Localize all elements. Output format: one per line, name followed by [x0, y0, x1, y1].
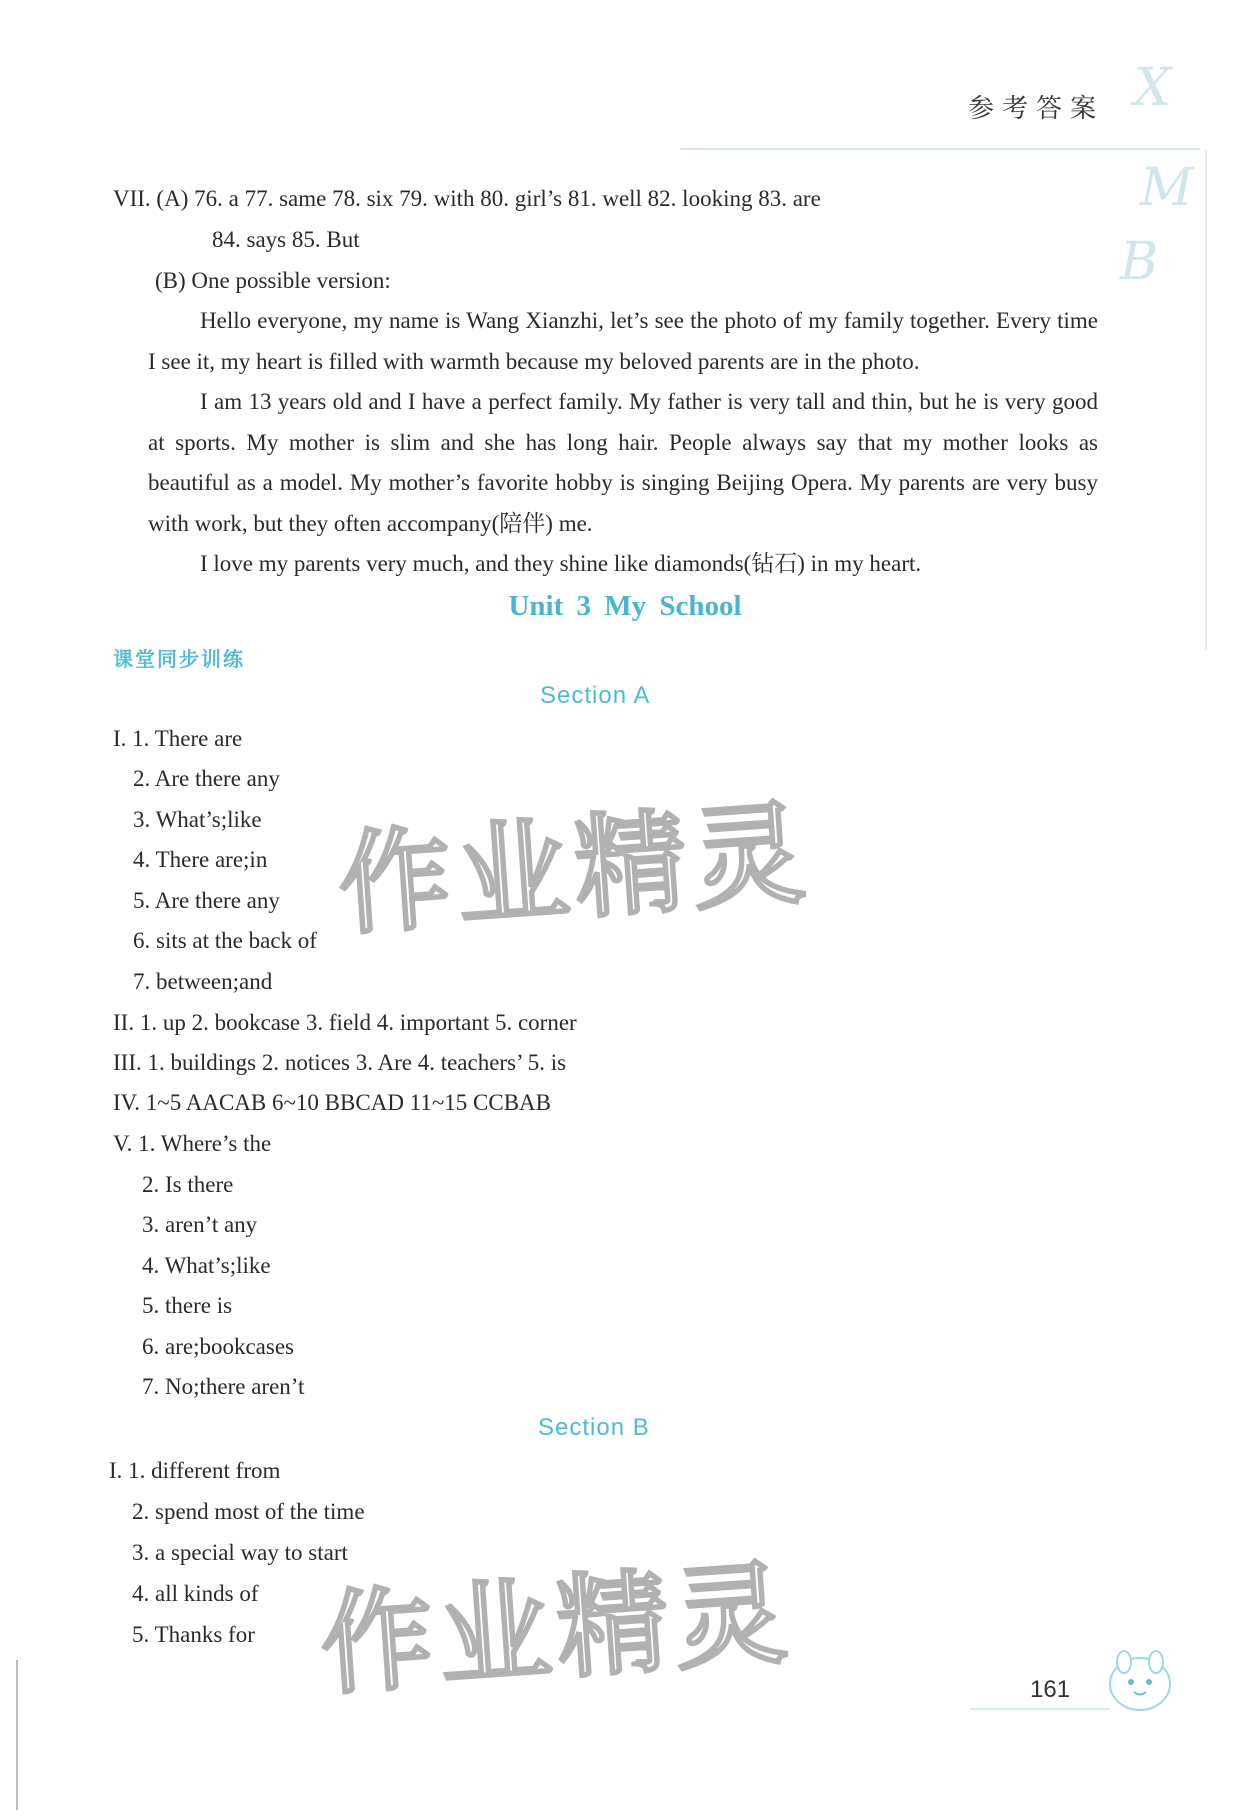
- list-item: 5. there is: [142, 1293, 233, 1318]
- list-item: 7. between;and: [133, 969, 273, 994]
- list-item: 4. There are;in: [133, 847, 268, 872]
- list-item: 2. Is there: [142, 1172, 234, 1197]
- vii-b-label: (B) One possible version:: [155, 268, 391, 293]
- header-divider: [680, 148, 1200, 150]
- scan-edge: [16, 1660, 18, 1810]
- subheading: 课堂同步训练: [113, 647, 245, 671]
- footer-divider: [970, 1708, 1110, 1710]
- section-a-title: Section A: [540, 682, 651, 709]
- watermark: 作业精灵: [316, 1548, 797, 1712]
- list-item: 3. What’s;like: [133, 807, 262, 832]
- list-item: 6. are;bookcases: [142, 1334, 294, 1359]
- list-item: 5. Are there any: [133, 888, 280, 913]
- watermark: 作业精灵: [334, 788, 815, 952]
- list-item: 7. No;there aren’t: [142, 1374, 305, 1399]
- q2-answers: II. 1. up 2. bookcase 3. field 4. important 5. corner: [113, 1010, 577, 1035]
- deco-letter-x: X: [1134, 58, 1172, 118]
- page-header-title: 参考答案: [968, 94, 1105, 123]
- list-item: 6. sits at the back of: [133, 928, 317, 953]
- essay-paragraph-3: I love my parents very much, and they shine like diamonds(钻石) in my heart.: [200, 551, 922, 576]
- section-b-title: Section B: [538, 1414, 650, 1441]
- mascot-icon: [1100, 1640, 1180, 1715]
- list-item: 4. What’s;like: [142, 1253, 271, 1278]
- list-item: 3. a special way to start: [132, 1540, 348, 1565]
- list-item: I. 1. different from: [109, 1458, 281, 1483]
- essay-paragraph-1: Hello everyone, my name is Wang Xianzhi, let’s see the photo of my family together. Every time I see it, my heart is filled with warmth because my beloved parents are in the photo.: [148, 308, 1098, 374]
- margin-rule: [1205, 150, 1207, 650]
- list-item: 2. Are there any: [133, 766, 280, 791]
- deco-letter-b: B: [1120, 232, 1159, 292]
- deco-letter-m: M: [1140, 158, 1194, 218]
- vii-answers-line-1: VII. (A) 76. a 77. same 78. six 79. with 80. girl’s 81. well 82. looking 83. are: [113, 186, 821, 211]
- list-item: 4. all kinds of: [132, 1581, 259, 1606]
- list-item: I. 1. There are: [113, 726, 243, 751]
- list-item: 2. spend most of the time: [132, 1499, 365, 1524]
- essay-paragraph-2: I am 13 years old and I have a perfect family. My father is very tall and thin, but he is very good at sports. My mother is slim and she has long hair. People always say that my mother looks as beautiful as a model. My mother’s favorite hobby is singing Beijing Opera. My parents are very busy with work, but they often accompany(陪伴) me.: [148, 389, 1098, 536]
- list-item: V. 1. Where’s the: [113, 1131, 272, 1156]
- list-item: 5. Thanks for: [132, 1622, 255, 1647]
- q3-answers: III. 1. buildings 2. notices 3. Are 4. teachers’ 5. is: [113, 1050, 567, 1075]
- unit-title: Unit 3 My School: [508, 590, 742, 622]
- page-number: 161: [1030, 1676, 1071, 1703]
- list-item: 3. aren’t any: [142, 1212, 258, 1237]
- vii-answers-line-2: 84. says 85. But: [212, 227, 360, 252]
- q4-answers: IV. 1~5 AACAB 6~10 BBCAD 11~15 CCBAB: [113, 1090, 551, 1115]
